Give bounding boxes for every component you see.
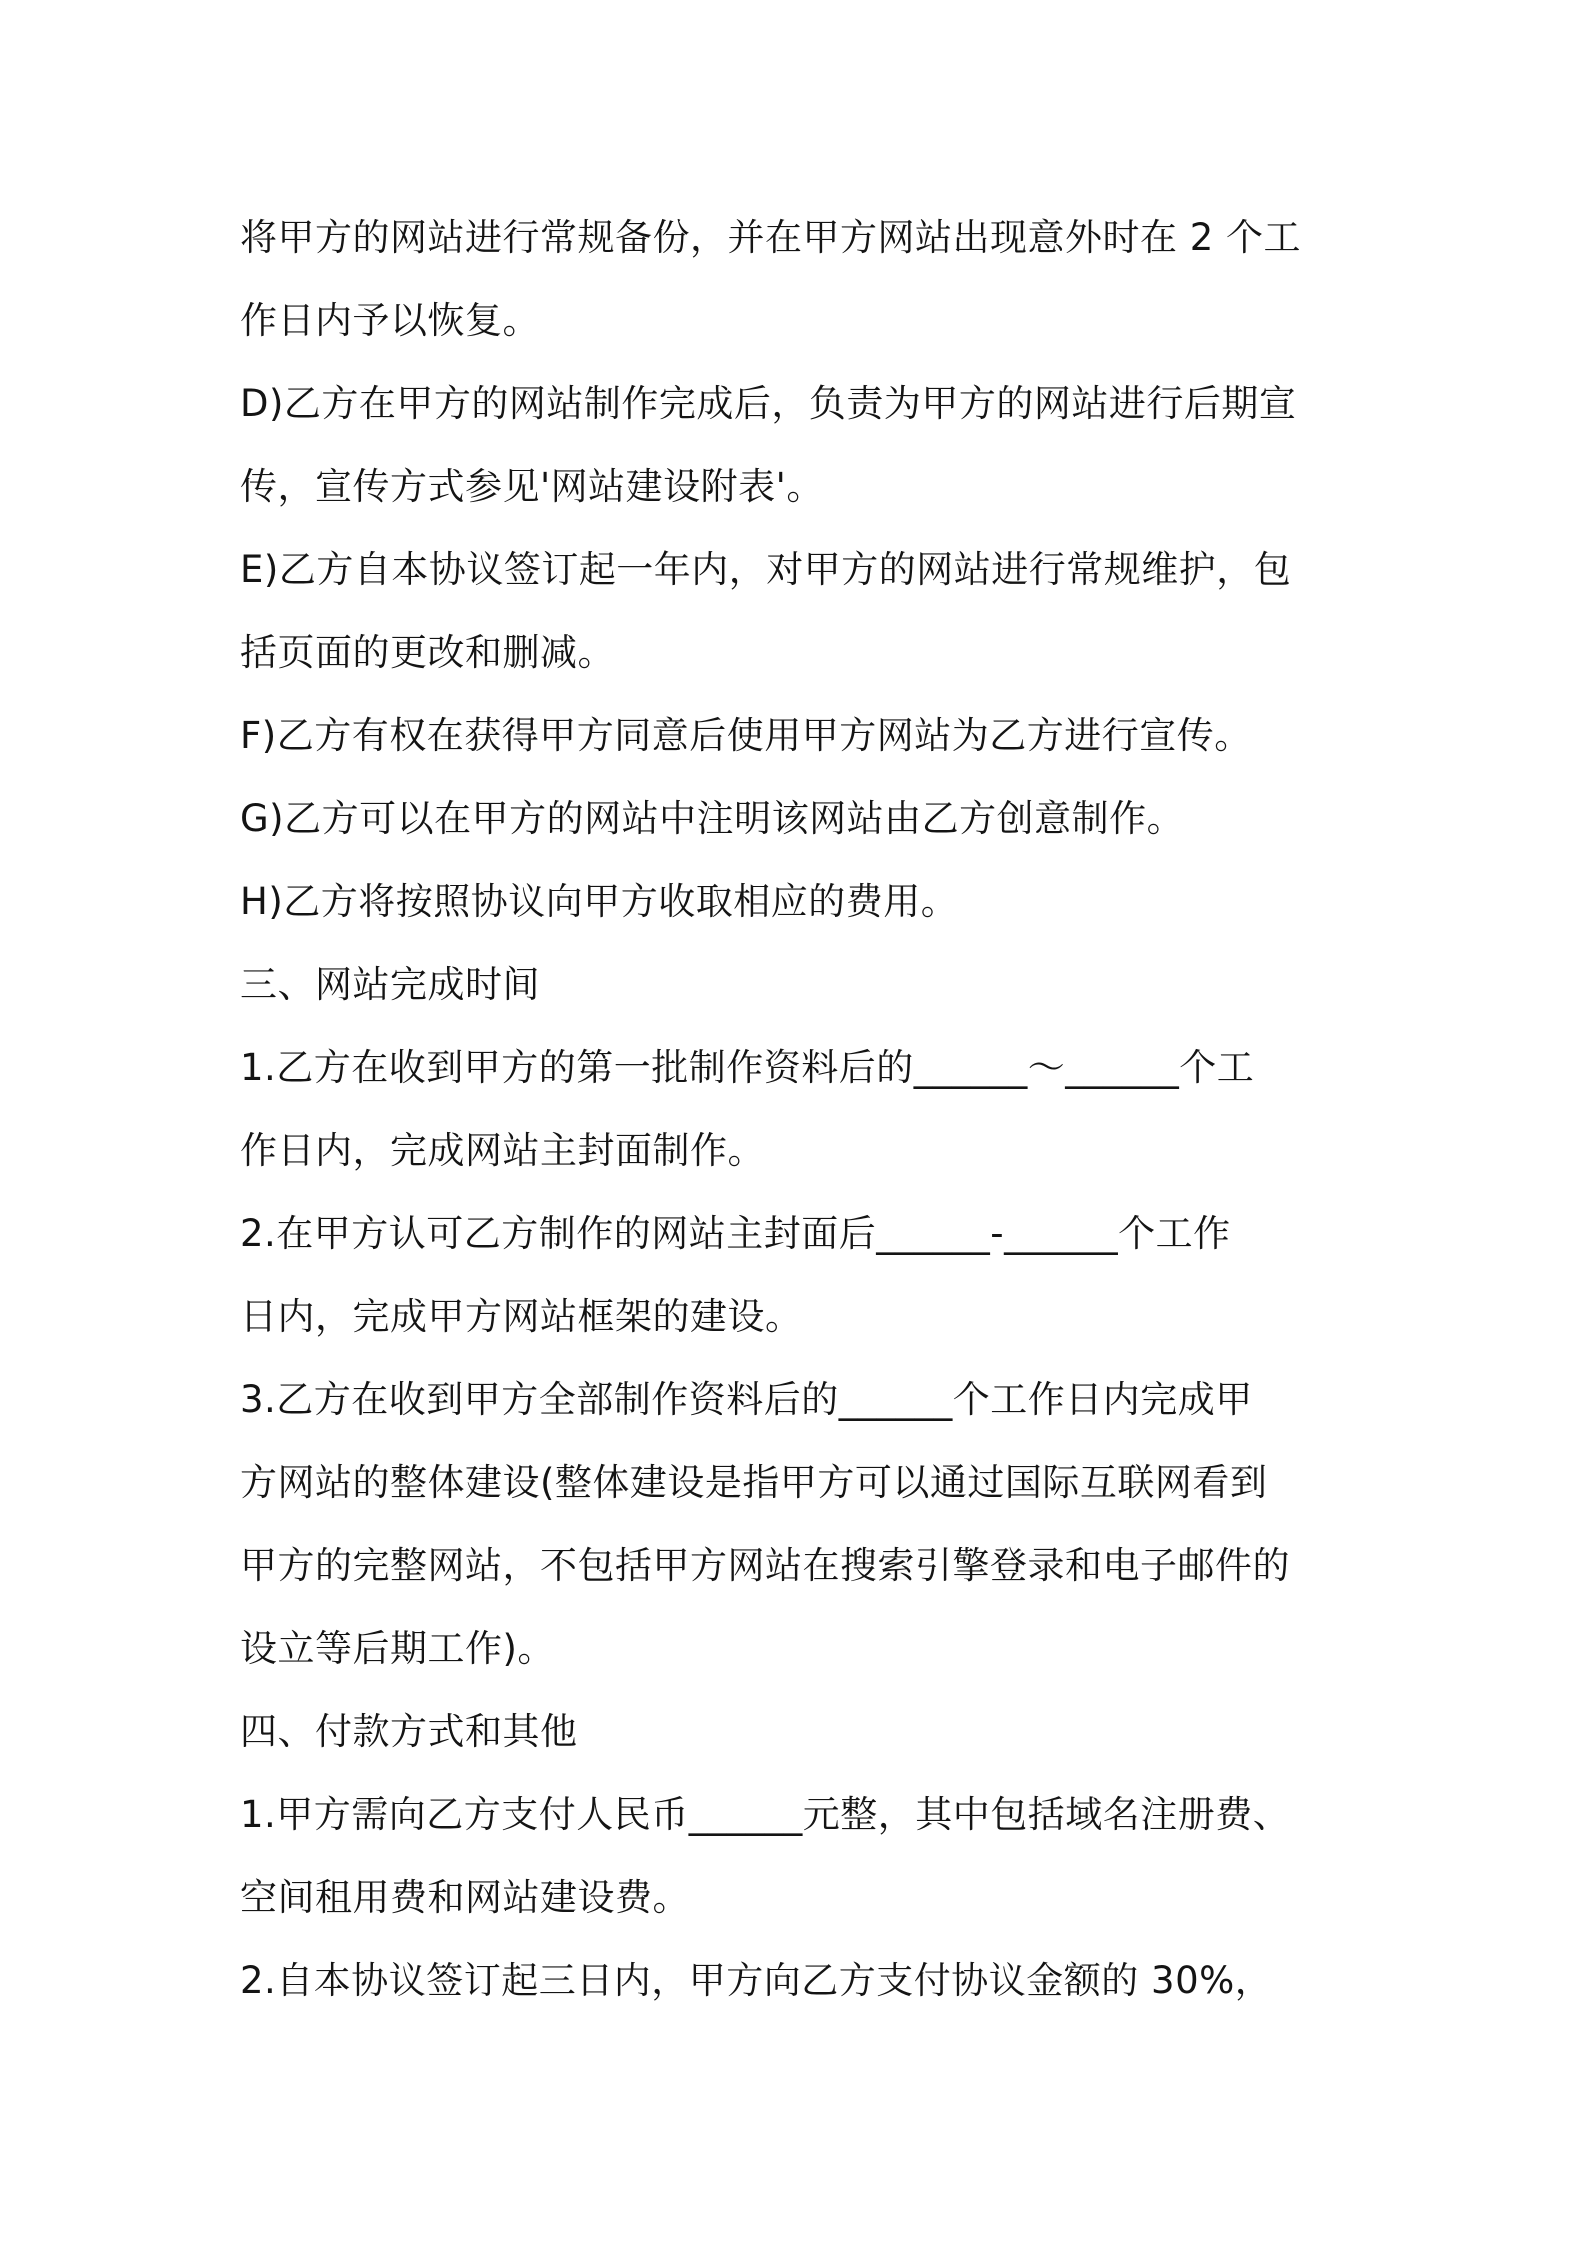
text-line: 甲方的完整网站，不包括甲方网站在搜索引擎登录和电子邮件的 (240, 1544, 1290, 1587)
text-line: D)乙方在甲方的网站制作完成后，负责为甲方的网站进行后期宣 (240, 382, 1297, 425)
text-line: 2.自本协议签订起三日内，甲方向乙方支付协议金额的 30%， (240, 1959, 1273, 2002)
text-line: G)乙方可以在甲方的网站中注明该网站由乙方创意制作。 (240, 797, 1185, 840)
text-line: 空间租用费和网站建设费。 (240, 1876, 690, 1919)
section-heading: 三、网站完成时间 (240, 963, 540, 1006)
text-line: 1.乙方在收到甲方的第一批制作资料后的______～______个工 (240, 1046, 1255, 1089)
text-line: 方网站的整体建设(整体建设是指甲方可以通过国际互联网看到 (240, 1461, 1268, 1504)
text-line: 3.乙方在收到甲方全部制作资料后的______个工作日内完成甲 (240, 1378, 1253, 1421)
document-body (240, 196, 1358, 2022)
text-line: 传，宣传方式参见'网站建设附表'。 (240, 465, 824, 508)
section-heading: 四、付款方式和其他 (240, 1710, 578, 1753)
text-line: 2.在甲方认可乙方制作的网站主封面后______-______个工作 (240, 1212, 1231, 1255)
text-line: H)乙方将按照协议向甲方收取相应的费用。 (240, 880, 959, 923)
text-line: 将甲方的网站进行常规备份，并在甲方网站出现意外时在 2 个工 (240, 216, 1302, 259)
text-line: 作日内，完成网站主封面制作。 (240, 1129, 765, 1172)
text-line: F)乙方有权在获得甲方同意后使用甲方网站为乙方进行宣传。 (240, 714, 1252, 757)
text-line: 设立等后期工作)。 (240, 1627, 555, 1670)
text-line: 日内，完成甲方网站框架的建设。 (240, 1295, 803, 1338)
text-line: 括页面的更改和删减。 (240, 631, 615, 674)
text-line: E)乙方自本协议签订起一年内，对甲方的网站进行常规维护，包 (240, 548, 1292, 591)
text-line: 1.甲方需向乙方支付人民币______元整，其中包括域名注册费、 (240, 1793, 1291, 1836)
text-line: 作日内予以恢复。 (240, 299, 540, 342)
